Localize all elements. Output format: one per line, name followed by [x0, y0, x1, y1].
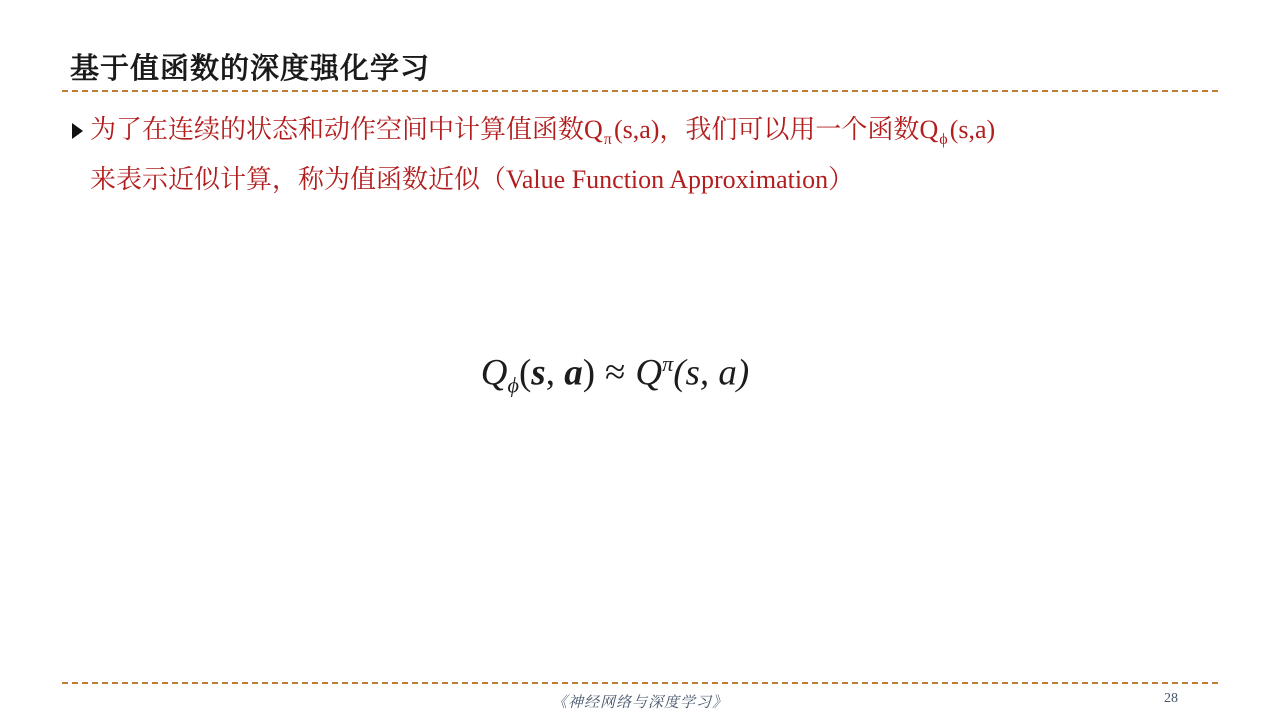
inline-formula-q-phi-sub: ϕ	[939, 131, 948, 149]
formula-approx-symbol: ≈	[605, 352, 626, 394]
formula-rhs-base: Q	[635, 352, 663, 394]
formula-lhs-sub: ϕ	[507, 372, 519, 398]
inline-formula-q-phi-args: (s,a)	[949, 115, 996, 144]
formula-lhs-open: (	[518, 352, 532, 394]
formula-lhs-s: s	[531, 352, 546, 394]
bullet-line-1	[72, 110, 1222, 160]
inline-formula-q-pi	[584, 115, 660, 149]
formula-rhs-args: (s, a)	[673, 352, 750, 394]
inline-formula-q-pi-base: Q	[584, 115, 603, 144]
formula-lhs-close: )	[582, 352, 596, 394]
page-number: 28	[1164, 691, 1178, 706]
inline-formula-q-pi-sub: π	[603, 131, 612, 149]
bullet-paragraph	[72, 110, 1222, 200]
page-title: 基于值函数的深度强化学习	[70, 53, 431, 85]
inline-formula-q-phi-base: Q	[919, 115, 939, 144]
formula-rhs-sup: π	[662, 351, 674, 376]
title-divider-dashed-line	[62, 90, 1218, 92]
formula-lhs-a: a	[564, 352, 583, 394]
formula-lhs-sep: ,	[545, 352, 565, 394]
footer-book-title: 《神经网络与深度学习》	[551, 695, 728, 711]
bullet-line-2	[72, 160, 1222, 200]
bullet-text-part3: 来表示近似计算，称为值函数近似（Value Function Approximation）	[90, 165, 855, 195]
footer-divider-dashed-line	[62, 682, 1218, 684]
inline-formula-q-pi-args: (s,a)	[613, 115, 660, 144]
center-formula	[0, 350, 1230, 399]
triangle-bullet-icon	[72, 123, 83, 139]
inline-formula-q-phi	[919, 115, 996, 149]
bullet-text-part2: ，我们可以用一个函数	[659, 115, 920, 144]
formula-lhs-base: Q	[480, 352, 508, 394]
bullet-text-part1: 为了在连续的状态和动作空间中计算值函数	[90, 115, 585, 144]
